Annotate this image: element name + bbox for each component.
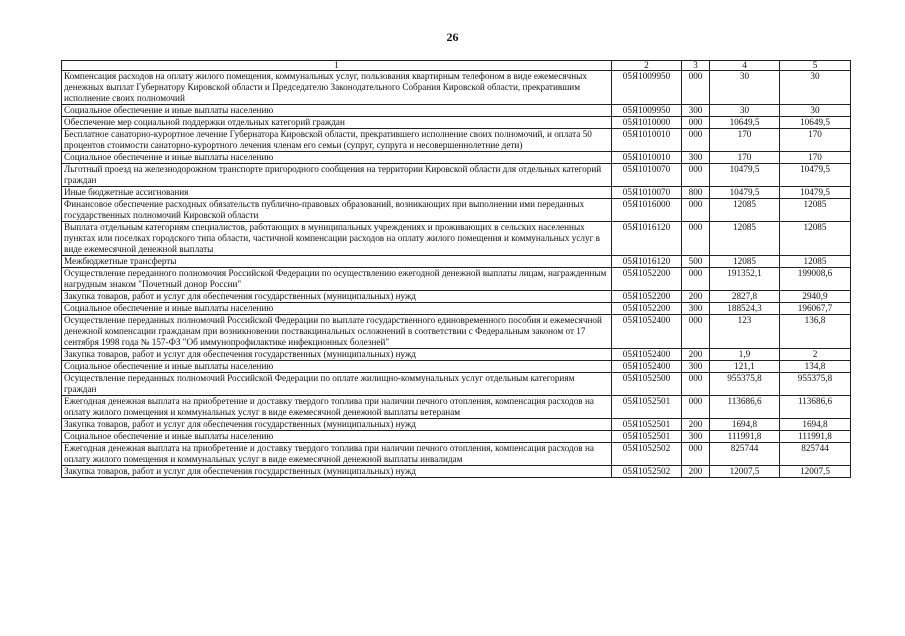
table-row: [62, 164, 851, 187]
row-code-cell: 05Я1052502: [612, 466, 682, 478]
row-code-cell: 05Я1052200: [612, 268, 682, 291]
row-code-cell: 05Я1010070: [612, 164, 682, 187]
row-kind-cell: 000: [682, 199, 710, 222]
row-value-2-cell: 1694,8: [780, 419, 851, 431]
row-kind-cell: 000: [682, 443, 710, 466]
row-name-cell: Закупка товаров, работ и услуг для обеспечения государственных (муниципальных) нужд: [62, 349, 612, 361]
row-value-1-cell: 825744: [710, 443, 780, 466]
row-value-1-cell: 191352,1: [710, 268, 780, 291]
row-code-cell: 05Я1010010: [612, 152, 682, 164]
row-value-1-cell: 12085: [710, 256, 780, 268]
row-value-2-cell: 12085: [780, 256, 851, 268]
row-code-cell: 05Я1009950: [612, 71, 682, 105]
row-kind-cell: 000: [682, 315, 710, 349]
row-kind-cell: 300: [682, 152, 710, 164]
column-number: 4: [710, 61, 780, 71]
column-number: 2: [612, 61, 682, 71]
row-kind-cell: 500: [682, 256, 710, 268]
row-code-cell: 05Я1010010: [612, 129, 682, 152]
table-row: [62, 466, 851, 478]
row-name-cell: Осуществление переданных полномочий Российской Федерации по выплате государственного единовременного пособия и ежемесячной денежной компенсации гражданам при возникновении поствакцинальных осложнений в соответствии с Федеральным законом от 17 сентября 1998 года № 157-ФЗ "Об иммунопрофилактике инфекционных болезней": [62, 315, 612, 349]
table-row: [62, 187, 851, 199]
table-row: [62, 71, 851, 105]
row-name-cell: Выплата отдельным категориям специалистов, работающих в муниципальных учреждениях и проживающих в сельских населенных пунктах или поселках городского типа области, частичной компенсации расходов на оплату жилого помещения и коммунальных услуг в виде ежемесячной денежной выплаты: [62, 222, 612, 256]
row-kind-cell: 200: [682, 291, 710, 303]
row-name-cell: Ежегодная денежная выплата на приобретение и доставку твердого топлива при наличии печного отопления, компенсация расходов на оплату жилого помещения и коммунальных услуг в виде ежемесячной денежной выплаты инвалидам: [62, 443, 612, 466]
column-number: 3: [682, 61, 710, 71]
table-row: [62, 256, 851, 268]
row-value-2-cell: 113686,6: [780, 396, 851, 419]
row-kind-cell: 000: [682, 396, 710, 419]
row-name-cell: Ежегодная денежная выплата на приобретение и доставку твердого топлива при наличии печного отопления, компенсация расходов на оплату жилого помещения и коммунальных услуг в виде ежемесячной денежной выплаты ветеранам: [62, 396, 612, 419]
row-kind-cell: 000: [682, 117, 710, 129]
row-name-cell: Осуществление переданных полномочий Российской Федерации по оплате жилищно-коммунальных услуг отдельным категориям граждан: [62, 373, 612, 396]
row-value-2-cell: 2: [780, 349, 851, 361]
row-value-1-cell: 111991,8: [710, 431, 780, 443]
row-kind-cell: 000: [682, 164, 710, 187]
row-code-cell: 05Я1052501: [612, 431, 682, 443]
table-row: [62, 431, 851, 443]
row-name-cell: Бесплатное санаторно-курортное лечение Губернатора Кировской области, прекратившего исполнение своих полномочий, и оплата 50 процентов стоимости санаторно-курортного лечения членам его семьи (супруг, супруга и несовершеннолетние дети): [62, 129, 612, 152]
table-row: [62, 117, 851, 129]
row-kind-cell: 000: [682, 222, 710, 256]
row-code-cell: 05Я1052400: [612, 315, 682, 349]
row-kind-cell: 200: [682, 419, 710, 431]
row-code-cell: 05Я1052400: [612, 361, 682, 373]
row-name-cell: Социальное обеспечение и иные выплаты населению: [62, 152, 612, 164]
row-code-cell: 05Я1052501: [612, 396, 682, 419]
row-name-cell: Финансовое обеспечение расходных обязательств публично-правовых образований, возникающих при выполнении ими переданных государственных полномочий Кировской области: [62, 199, 612, 222]
row-value-1-cell: 170: [710, 129, 780, 152]
table-row: [62, 315, 851, 349]
row-value-1-cell: 121,1: [710, 361, 780, 373]
row-value-1-cell: 12085: [710, 199, 780, 222]
row-kind-cell: 800: [682, 187, 710, 199]
row-value-2-cell: 10479,5: [780, 187, 851, 199]
row-value-2-cell: 12085: [780, 222, 851, 256]
row-kind-cell: 300: [682, 431, 710, 443]
row-kind-cell: 200: [682, 466, 710, 478]
row-name-cell: Социальное обеспечение и иные выплаты населению: [62, 105, 612, 117]
row-code-cell: 05Я1016120: [612, 256, 682, 268]
row-value-2-cell: 199008,6: [780, 268, 851, 291]
row-value-2-cell: 170: [780, 129, 851, 152]
row-value-2-cell: 10479,5: [780, 164, 851, 187]
column-number: 1: [62, 61, 612, 71]
table-row: [62, 443, 851, 466]
row-name-cell: Закупка товаров, работ и услуг для обеспечения государственных (муниципальных) нужд: [62, 466, 612, 478]
row-name-cell: Социальное обеспечение и иные выплаты населению: [62, 303, 612, 315]
table-row: [62, 105, 851, 117]
row-name-cell: Иные бюджетные ассигнования: [62, 187, 612, 199]
row-name-cell: Закупка товаров, работ и услуг для обеспечения государственных (муниципальных) нужд: [62, 419, 612, 431]
row-value-1-cell: 30: [710, 105, 780, 117]
row-value-2-cell: 196067,7: [780, 303, 851, 315]
row-value-2-cell: 12007,5: [780, 466, 851, 478]
table-row: [62, 303, 851, 315]
row-code-cell: 05Я1052200: [612, 291, 682, 303]
row-code-cell: 05Я1052500: [612, 373, 682, 396]
row-value-2-cell: 2940,9: [780, 291, 851, 303]
row-kind-cell: 300: [682, 361, 710, 373]
table-row: [62, 419, 851, 431]
column-number: 5: [780, 61, 851, 71]
row-value-2-cell: 136,8: [780, 315, 851, 349]
row-kind-cell: 000: [682, 268, 710, 291]
row-value-1-cell: 12007,5: [710, 466, 780, 478]
row-code-cell: 05Я1016000: [612, 199, 682, 222]
row-name-cell: Межбюджетные трансферты: [62, 256, 612, 268]
row-kind-cell: 300: [682, 303, 710, 315]
row-kind-cell: 000: [682, 373, 710, 396]
row-code-cell: 05Я1052200: [612, 303, 682, 315]
row-code-cell: 05Я1016120: [612, 222, 682, 256]
table-body: [62, 71, 851, 478]
row-name-cell: Осуществление переданного полномочия Российской Федерации по осуществлению ежегодной денежной выплаты лицам, награжденным нагрудным знаком "Почетный донор России": [62, 268, 612, 291]
row-kind-cell: 000: [682, 129, 710, 152]
row-code-cell: 05Я1052400: [612, 349, 682, 361]
row-code-cell: 05Я1052501: [612, 419, 682, 431]
table-row: [62, 291, 851, 303]
row-code-cell: 05Я1009950: [612, 105, 682, 117]
row-value-2-cell: 170: [780, 152, 851, 164]
row-value-2-cell: 30: [780, 105, 851, 117]
row-value-1-cell: 955375,8: [710, 373, 780, 396]
row-value-2-cell: 12085: [780, 199, 851, 222]
row-value-1-cell: 1,9: [710, 349, 780, 361]
row-name-cell: Социальное обеспечение и иные выплаты населению: [62, 431, 612, 443]
row-code-cell: 05Я1010000: [612, 117, 682, 129]
row-value-2-cell: 30: [780, 71, 851, 105]
row-value-2-cell: 825744: [780, 443, 851, 466]
table-row: [62, 129, 851, 152]
row-kind-cell: 200: [682, 349, 710, 361]
row-code-cell: 05Я1052502: [612, 443, 682, 466]
row-value-1-cell: 12085: [710, 222, 780, 256]
row-kind-cell: 000: [682, 71, 710, 105]
budget-table: [61, 60, 851, 478]
table-row: [62, 199, 851, 222]
row-value-1-cell: 2827,8: [710, 291, 780, 303]
row-value-1-cell: 30: [710, 71, 780, 105]
row-value-1-cell: 113686,6: [710, 396, 780, 419]
row-value-1-cell: 10479,5: [710, 187, 780, 199]
row-value-1-cell: 123: [710, 315, 780, 349]
row-value-1-cell: 10479,5: [710, 164, 780, 187]
row-value-2-cell: 111991,8: [780, 431, 851, 443]
row-value-1-cell: 10649,5: [710, 117, 780, 129]
row-value-2-cell: 10649,5: [780, 117, 851, 129]
row-value-1-cell: 188524,3: [710, 303, 780, 315]
table-row: [62, 222, 851, 256]
table-row: [62, 373, 851, 396]
row-code-cell: 05Я1010070: [612, 187, 682, 199]
row-name-cell: Обеспечение мер социальной поддержки отдельных категорий граждан: [62, 117, 612, 129]
table-row: [62, 152, 851, 164]
row-name-cell: Льготный проезд на железнодорожном транспорте пригородного сообщения на территории Кировской области для отдельных категорий граждан: [62, 164, 612, 187]
table-row: [62, 361, 851, 373]
row-value-2-cell: 955375,8: [780, 373, 851, 396]
row-name-cell: Компенсация расходов на оплату жилого помещения, коммунальных услуг, пользования квартирным телефоном в виде ежемесячных денежных выплат Губернатору Кировской области и Председателю Законодательного Собрания Кировской области, прекратившим исполнение своих полномочий: [62, 71, 612, 105]
row-name-cell: Социальное обеспечение и иные выплаты населению: [62, 361, 612, 373]
row-kind-cell: 300: [682, 105, 710, 117]
row-name-cell: Закупка товаров, работ и услуг для обеспечения государственных (муниципальных) нужд: [62, 291, 612, 303]
table-row: [62, 396, 851, 419]
table-row: [62, 349, 851, 361]
row-value-2-cell: 134,8: [780, 361, 851, 373]
column-number-row: [62, 61, 851, 71]
row-value-1-cell: 1694,8: [710, 419, 780, 431]
table-row: [62, 268, 851, 291]
page-number: 26: [446, 30, 459, 44]
row-value-1-cell: 170: [710, 152, 780, 164]
